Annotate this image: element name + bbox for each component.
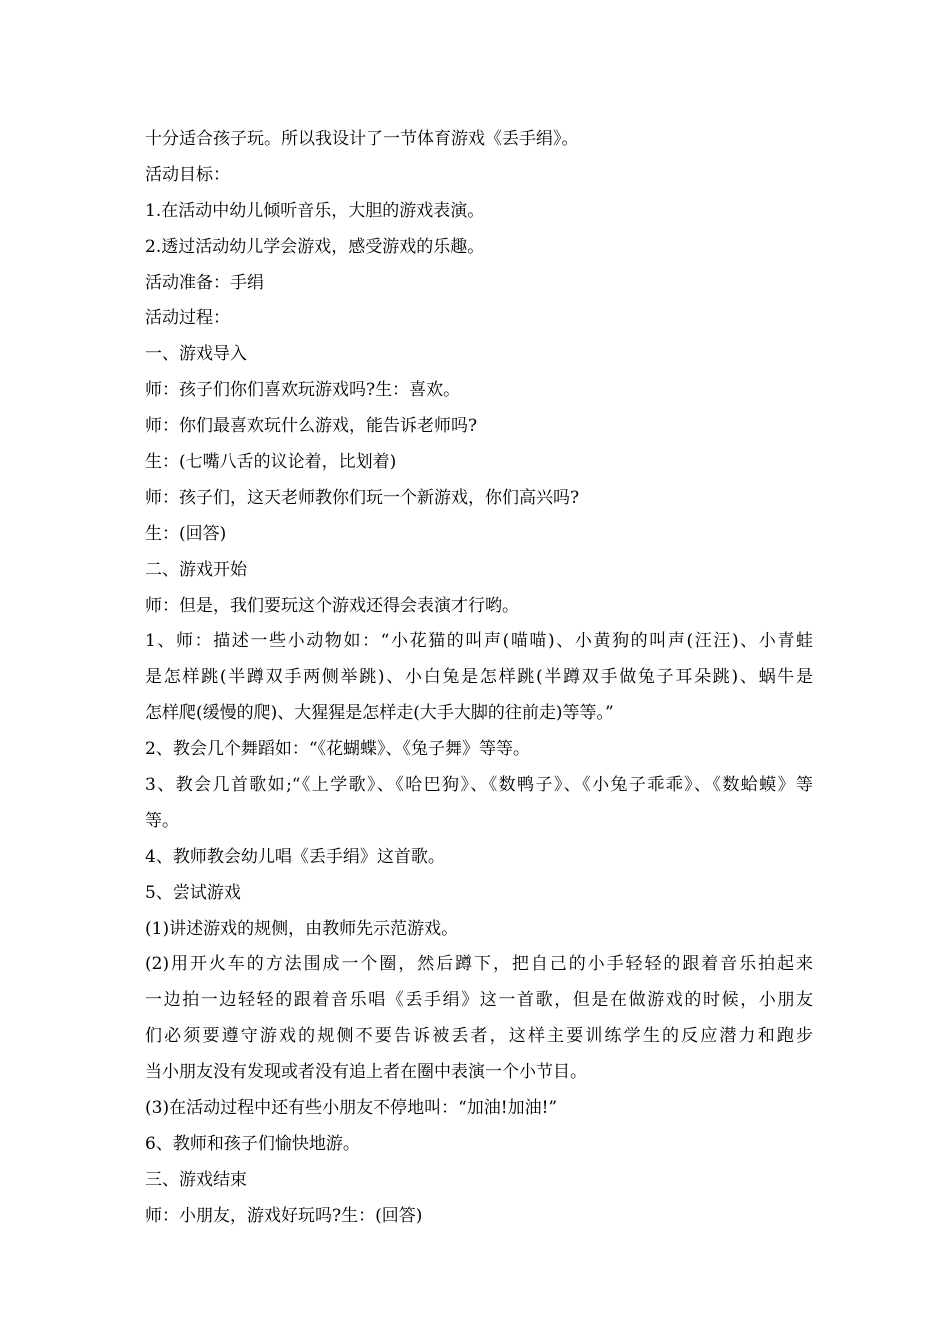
document-body: [145, 122, 813, 1235]
sub-item-line: 们必须要遵守游戏的规侧不要告诉被丢者，这样主要训练学生的反应潜力和跑步: [145, 1026, 813, 1047]
step-heading-intro: 一、游戏导入: [145, 344, 247, 365]
section-heading-preparation: 活动准备：手绢: [145, 272, 264, 293]
sub-item-line: (1)讲述游戏的规侧，由教师先示范游戏。: [145, 918, 459, 939]
sub-item-line: (2)用开火车的方法围成一个圈，然后蹲下，把自己的小手轻轻的跟着音乐拍起来: [145, 954, 813, 975]
section-heading-goals: 活动目标：: [145, 164, 230, 185]
list-item-line: 等。: [145, 810, 179, 831]
list-item-line: 5、尝试游戏: [145, 882, 241, 903]
list-item-line: 是怎样跳(半蹲双手两侧举跳)、小白兔是怎样跳(半蹲双手做兔子耳朵跳)、蜗牛是: [145, 667, 813, 688]
list-item-line: 2、教会几个舞蹈如：“《花蝴蝶》、《兔子舞》等等。: [145, 739, 531, 760]
dialogue-line: 生：(七嘴八舌的议论着，比划着): [145, 452, 397, 473]
sub-item-line: 一边拍一边轻轻的跟着音乐唱《丢手绢》这一首歌，但是在做游戏的时候，小朋友: [145, 990, 813, 1011]
dialogue-line: 师：孩子们你们喜欢玩游戏吗?生：喜欢。: [145, 380, 461, 401]
list-item-line: 怎样爬(缓慢的爬)、大猩猩是怎样走(大手大脚的往前走)等等。”: [145, 703, 614, 724]
dialogue-line: 师：小朋友，游戏好玩吗?生：(回答): [145, 1205, 423, 1226]
dialogue-line: 生：(回答): [145, 523, 227, 544]
list-item-line: 6、教师和孩子们愉快地游。: [145, 1133, 360, 1154]
dialogue-line: 师：你们最喜欢玩什么游戏，能告诉老师吗?: [145, 416, 478, 437]
sub-item-line: (3)在活动过程中还有些小朋友不停地叫：“加油!加油!”: [145, 1098, 558, 1119]
dialogue-line: 师：孩子们，这天老师教你们玩一个新游戏，你们高兴吗?: [145, 487, 580, 508]
goal-item: 2.透过活动幼儿学会游戏，感受游戏的乐趣。: [145, 236, 485, 257]
list-item-line: 4、教师教会幼儿唱《丢手绢》这首歌。: [145, 846, 445, 867]
step-heading-end: 三、游戏结束: [145, 1169, 247, 1190]
list-item-line: 3、教会几首歌如;“《上学歌》、《哈巴狗》、《数鸭子》、《小兔子乖乖》、《数蛤蟆》等: [145, 775, 813, 796]
dialogue-line: 师：但是，我们要玩这个游戏还得会表演才行哟。: [145, 595, 519, 616]
paragraph-line: 十分适合孩子玩。所以我设计了一节体育游戏《丢手绢》。: [145, 129, 579, 149]
goal-item: 1.在活动中幼儿倾听音乐，大胆的游戏表演。: [145, 200, 485, 221]
step-heading-start: 二、游戏开始: [145, 559, 247, 580]
list-item-line: 1、师：描述一些小动物如：“小花猫的叫声(喵喵)、小黄狗的叫声(汪汪)、小青蛙: [145, 631, 813, 652]
sub-item-line: 当小朋友没有发现或者没有追上者在圈中表演一个小节目。: [145, 1062, 587, 1083]
section-heading-process: 活动过程：: [145, 308, 230, 329]
